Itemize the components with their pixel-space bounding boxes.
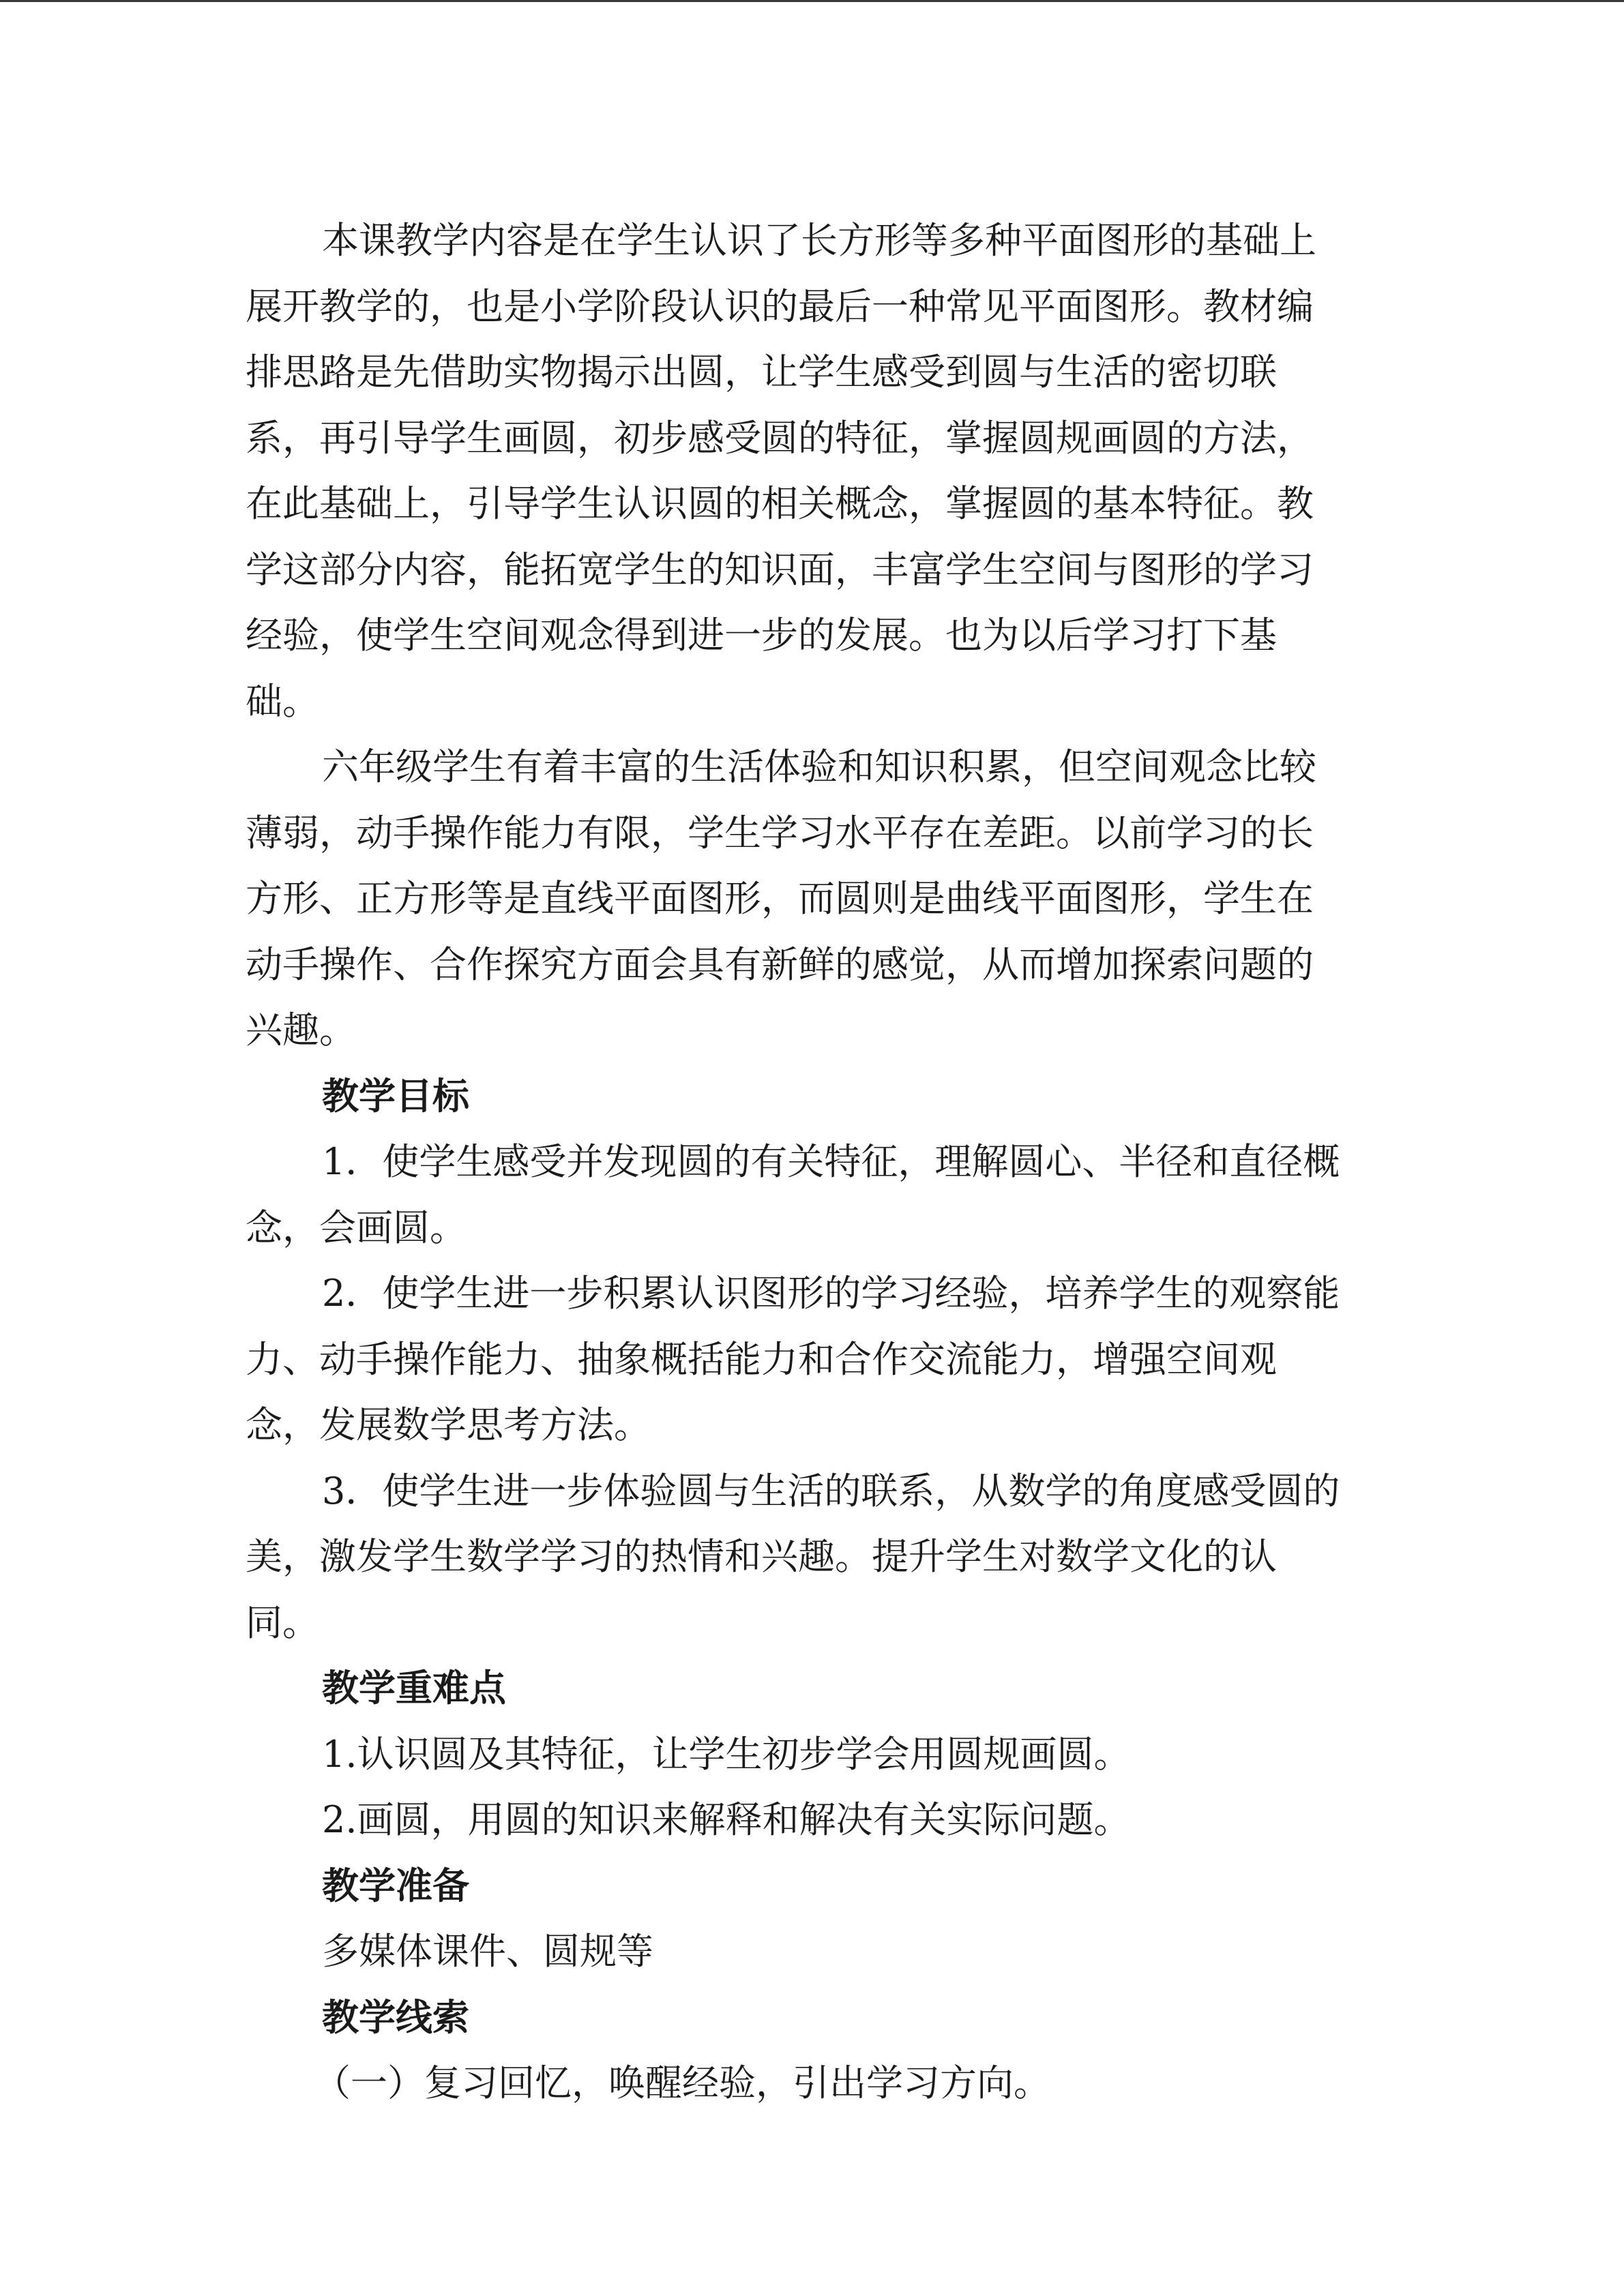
paragraph-line: 学这部分内容，能拓宽学生的知识面，丰富学生空间与图形的学习 xyxy=(246,548,1314,591)
paragraph-line: 在此基础上，引导学生认识圆的相关概念，掌握圆的基本特征。教 xyxy=(246,482,1314,525)
paragraph-line: 六年级学生有着丰富的生活体验和知识积累，但空间观念比较 xyxy=(322,745,1316,788)
paragraph-line: 力、动手操作能力、抽象概括能力和合作交流能力，增强空间观 xyxy=(246,1337,1277,1381)
students-paragraph xyxy=(246,734,1371,1064)
teaching-clue-heading: 教学线索 xyxy=(322,1995,469,2039)
preparation-text: 多媒体课件、圆规等 xyxy=(322,1930,653,1973)
paragraph-line: 兴趣。 xyxy=(246,1009,356,1052)
paragraph-line: 经验，使学生空间观念得到进一步的发展。也为以后学习打下基 xyxy=(246,614,1277,657)
paragraph-line: 1．使学生感受并发现圆的有关特征，理解圆心、半径和直径概 xyxy=(322,1140,1340,1183)
paragraph-line: 念，会画圆。 xyxy=(246,1206,467,1249)
goal-item-3 xyxy=(246,1459,1371,1656)
paragraph-line: 动手操作、合作探究方面会具有新鲜的感觉，从而增加探索问题的 xyxy=(246,942,1314,986)
paragraph-line: 同。 xyxy=(246,1600,319,1644)
paragraph-line: 本课教学内容是在学生认识了长方形等多种平面图形的基础上 xyxy=(322,219,1316,262)
paragraph-line: 方形、正方形等是直线平面图形，而圆则是曲线平面图形，学生在 xyxy=(246,877,1314,920)
key-point-item: 2.画圆，用圆的知识来解释和解决有关实际问题。 xyxy=(322,1798,1131,1841)
paragraph-line: 础。 xyxy=(246,679,319,723)
paragraph-line: 美，激发学生数学学习的热情和兴趣。提升学生对数学文化的认 xyxy=(246,1535,1277,1578)
paragraph-line: 展开教学的，也是小学阶段认识的最后一种常见平面图形。教材编 xyxy=(246,284,1314,328)
key-points-heading: 教学重难点 xyxy=(322,1667,506,1710)
key-point-item: 1.认识圆及其特征，让学生初步学会用圆规画圆。 xyxy=(322,1732,1131,1776)
teaching-clue-text: （一）复习回忆，唤醒经验，引出学习方向。 xyxy=(314,2061,1050,2104)
paragraph-line: 系，再引导学生画圆，初步感受圆的特征，掌握圆规画圆的方法， xyxy=(246,416,1314,460)
page-top-border xyxy=(0,0,1624,2)
paragraph-line: 3．使学生进一步体验圆与生活的联系，从数学的角度感受圆的 xyxy=(322,1469,1340,1512)
intro-paragraph xyxy=(246,208,1371,734)
goal-item-1 xyxy=(246,1129,1371,1261)
goals-heading: 教学目标 xyxy=(322,1074,469,1118)
document-page xyxy=(246,208,1371,2117)
paragraph-line: 2．使学生进一步积累认识图形的学习经验，培养学生的观察能 xyxy=(322,1272,1340,1315)
preparation-heading: 教学准备 xyxy=(322,1864,469,1907)
paragraph-line: 薄弱，动手操作能力有限，学生学习水平存在差距。以前学习的长 xyxy=(246,811,1314,854)
paragraph-line: 念，发展数学思考方法。 xyxy=(246,1403,651,1446)
goal-item-2 xyxy=(246,1261,1371,1459)
paragraph-line: 排思路是先借助实物揭示出圆，让学生感受到圆与生活的密切联 xyxy=(246,351,1277,393)
